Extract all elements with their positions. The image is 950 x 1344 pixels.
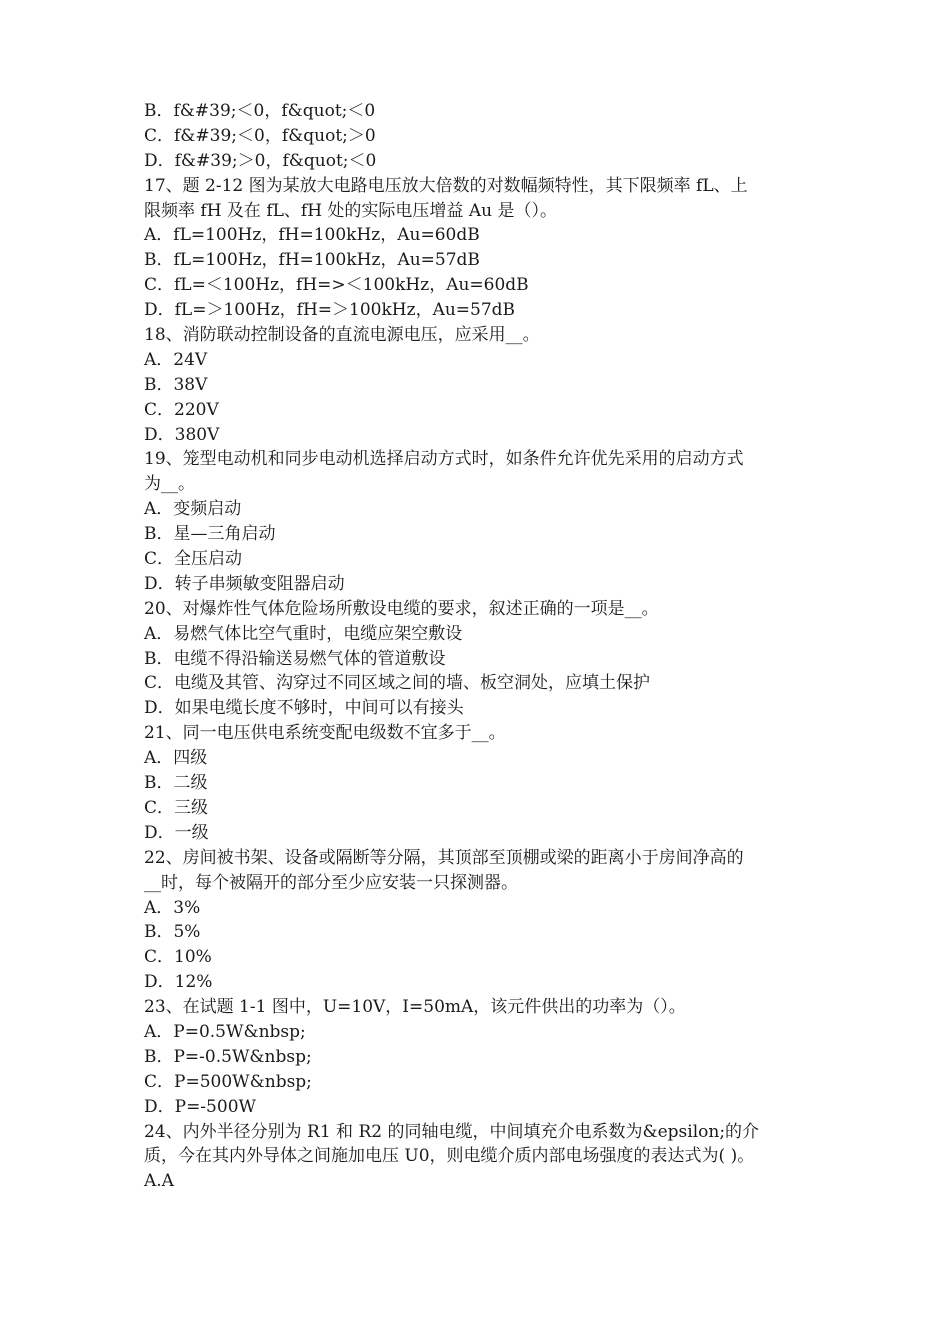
question-line: 17、题 2-12 图为某放大电路电压放大倍数的对数幅频特性，其下限频率 fL、上 [144, 175, 748, 196]
question-line: __时，每个被隔开的部分至少应安装一只探测器。 [144, 872, 518, 893]
option-line: B．38V [144, 374, 208, 395]
option-line: D．380V [144, 424, 220, 445]
document-body [144, 99, 814, 1194]
option-line: C．全压启动 [144, 549, 243, 570]
option-line: A．变频启动 [144, 499, 242, 520]
option-line: B．星—三角启动 [144, 524, 276, 545]
option-line: D．一级 [144, 822, 209, 843]
question-line: 18、消防联动控制设备的直流电源电压，应采用__。 [144, 325, 540, 346]
option-line: A．fL=100Hz，fH=100kHz，Au=60dB [144, 225, 480, 246]
option-line: B．5% [144, 922, 201, 943]
question-line: 22、房间被书架、设备或隔断等分隔，其顶部至顶棚或梁的距离小于房间净高的 [144, 847, 744, 868]
text-line: C．f&#39;＜0，f&quot;＞0 [144, 125, 376, 146]
question-line: 质，今在其内外导体之间施加电压 U0，则电缆介质内部电场强度的表达式为( )。 [144, 1146, 755, 1167]
question-line: 为__。 [144, 474, 195, 495]
question-line: 23、在试题 1-1 图中，U=10V，I=50mA，该元件供出的功率为（）。 [144, 997, 686, 1018]
option-line: B．电缆不得沿输送易燃气体的管道敷设 [144, 648, 446, 669]
option-line: B．P=-0.5W&nbsp; [144, 1046, 312, 1067]
option-line: A．3% [144, 897, 201, 918]
question-line: 24、内外半径分别为 R1 和 R2 的同轴电缆，中间填充介电系数为&epsilon;的介 [144, 1121, 760, 1142]
option-line: D．转子串频敏变阻器启动 [144, 573, 345, 594]
option-line: A．易燃气体比空气重时，电缆应架空敷设 [144, 623, 463, 644]
option-line: C．P=500W&nbsp; [144, 1071, 312, 1092]
option-line: C．电缆及其管、沟穿过不同区域之间的墙、板空洞处，应填土保护 [144, 673, 651, 694]
text-line: D．f&#39;＞0，f&quot;＜0 [144, 150, 377, 171]
option-line: A．24V [144, 349, 208, 370]
option-line: D．如果电缆长度不够时，中间可以有接头 [144, 698, 464, 719]
option-line: D．fL=＞100Hz，fH=＞100kHz，Au=57dB [144, 300, 516, 321]
option-line: A．P=0.5W&nbsp; [144, 1021, 306, 1042]
question-line: 21、同一电压供电系统变配电级数不宜多于__。 [144, 723, 506, 744]
question-line: 20、对爆炸性气体危险场所敷设电缆的要求，叙述正确的一项是__。 [144, 598, 659, 619]
text-line: B．f&#39;＜0，f&quot;＜0 [144, 101, 376, 121]
option-line: D．12% [144, 972, 213, 993]
question-line: 限频率 fH 及在 fL、fH 处的实际电压增益 Au 是（）。 [144, 200, 557, 221]
option-line: C．fL=＜100Hz，fH=>＜100kHz，Au=60dB [144, 275, 529, 296]
option-line: C．10% [144, 947, 212, 968]
option-line: A.A [144, 1171, 174, 1192]
question-line: 19、笼型电动机和同步电动机选择启动方式时，如条件允许优先采用的启动方式 [144, 449, 744, 470]
option-line: C．220V [144, 399, 219, 420]
option-line: A．四级 [144, 748, 208, 769]
option-line: C．三级 [144, 797, 209, 818]
option-line: D．P=-500W [144, 1096, 256, 1117]
option-line: B．二级 [144, 773, 208, 794]
option-line: B．fL=100Hz，fH=100kHz，Au=57dB [144, 250, 480, 271]
